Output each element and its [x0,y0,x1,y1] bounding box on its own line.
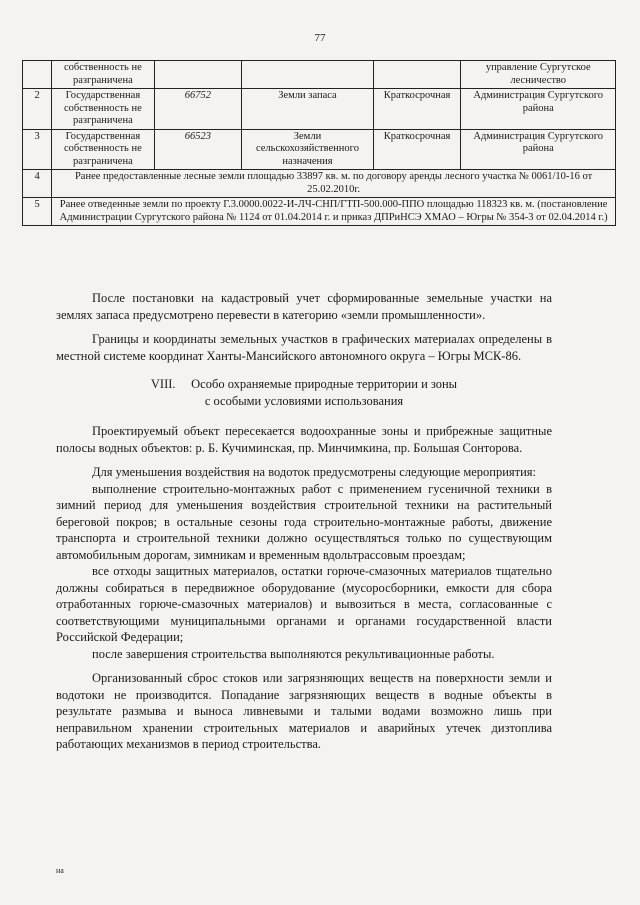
authority-cell: Администрация Сургутского района [461,89,616,130]
term-cell: Краткосрочная [373,89,461,130]
table-row [23,198,616,226]
ownership-cell: Государственная собственность не разграничена [52,89,154,130]
row-number [23,61,52,89]
merged-note-cell: Ранее отведенные земли по проекту Г.3.0000.0022-И-ЛЧ-СНП/ГТП-500.000-ППО площадью 118323 кв. м. (постановление Администрации Сургутского района № 1124 от 01.04.2014 г. и приказ ДПРиНСЭ ХМАО – Югры № 354-3 от 02.04.2014 г.) [52,198,616,226]
section-heading [56,376,552,409]
term-cell [373,61,461,89]
row-number: 3 [23,129,52,170]
row-number: 4 [23,170,52,198]
ownership-cell: Государственная собственность не разграничена [52,129,154,170]
paragraph: После постановки на кадастровый учет сформированные земельные участки на землях запаса предусмотрено перевести в категорию «земли промышленности». [56,291,552,322]
land-category-cell: Земли сельскохозяйственного назначения [242,129,374,170]
list-item: все отходы защитных материалов, остатки горюче-смазочных материалов тщательно должны собираться в передвижное оборудование (мусоросборники, емкости для сбора отработанных горюче-смазочных материалов) и вывозиться в места, согласованные с соответствующими муниципальными органами и органами государственной власти Российской Федерации; [56,564,552,644]
table-row [23,129,616,170]
section-heading-line: VIII. Особо охраняемые природные территории и зоны [150,377,458,391]
land-category-cell [242,61,374,89]
land-category-cell: Земли запаса [242,89,374,130]
paragraph: Организованный сброс стоков или загрязняющих веществ на поверхности земли и водотоки не производится. Попадание загрязняющих веществ в водные объекты в результате размыва и выноса ливневыми и талыми водами возможно лишь при неправильном хранении строительных материалов и аварийных утечек дизтоплива работающих механизмов в период строительства. [56,671,552,751]
document-body [56,290,552,761]
authority-cell: Администрация Сургутского района [461,129,616,170]
ownership-cell: собственность не разграничена [52,61,154,89]
list-item: выполнение строительно-монтажных работ с применением гусеничной техники в зимний период для уменьшения воздействия строительной техники на растительный береговой покров; в остальные сезоны года строительно-монтажные работы, движение транспорта и строительной техники должно осуществляться только по существующим автомобильным дорогам, зимникам и временным вдольтрассовым проездам; [56,481,552,562]
page-number: 77 [314,32,326,44]
table-row [23,170,616,198]
area-cell: 66752 [154,89,242,130]
paragraph: Границы и координаты земельных участков в графических материалах определены в местной системе координат Ханты-Мансийского автономного округа – Югры МСК-86. [56,332,552,363]
paragraph: Для уменьшения воздействия на водоток предусмотрены следующие мероприятия: [92,465,537,479]
list-item: после завершения строительства выполняются рекультивационные работы. [92,646,495,661]
authority-cell: управление Сургутское лесничество [461,61,616,89]
merged-note-cell: Ранее предоставленные лесные земли площадью 33897 кв. м. по договору аренды лесного участка № 0061/10-16 от 25.02.2010г. [52,170,616,198]
row-number: 2 [23,89,52,130]
area-cell [154,61,242,89]
paragraph: Проектируемый объект пересекается водоохранные зоны и прибрежные защитные полосы водных объектов: р. Б. Кучиминская, пр. Минчимкина, пр. Большая Сонторова. [56,424,552,455]
section-heading-line: с особыми условиями использования [204,393,404,408]
table-row [23,61,616,89]
area-cell: 66523 [154,129,242,170]
row-number: 5 [23,198,52,226]
land-plots-table [22,60,616,226]
term-cell: Краткосрочная [373,129,461,170]
table-row [23,89,616,130]
footer-mark: на [56,866,64,875]
